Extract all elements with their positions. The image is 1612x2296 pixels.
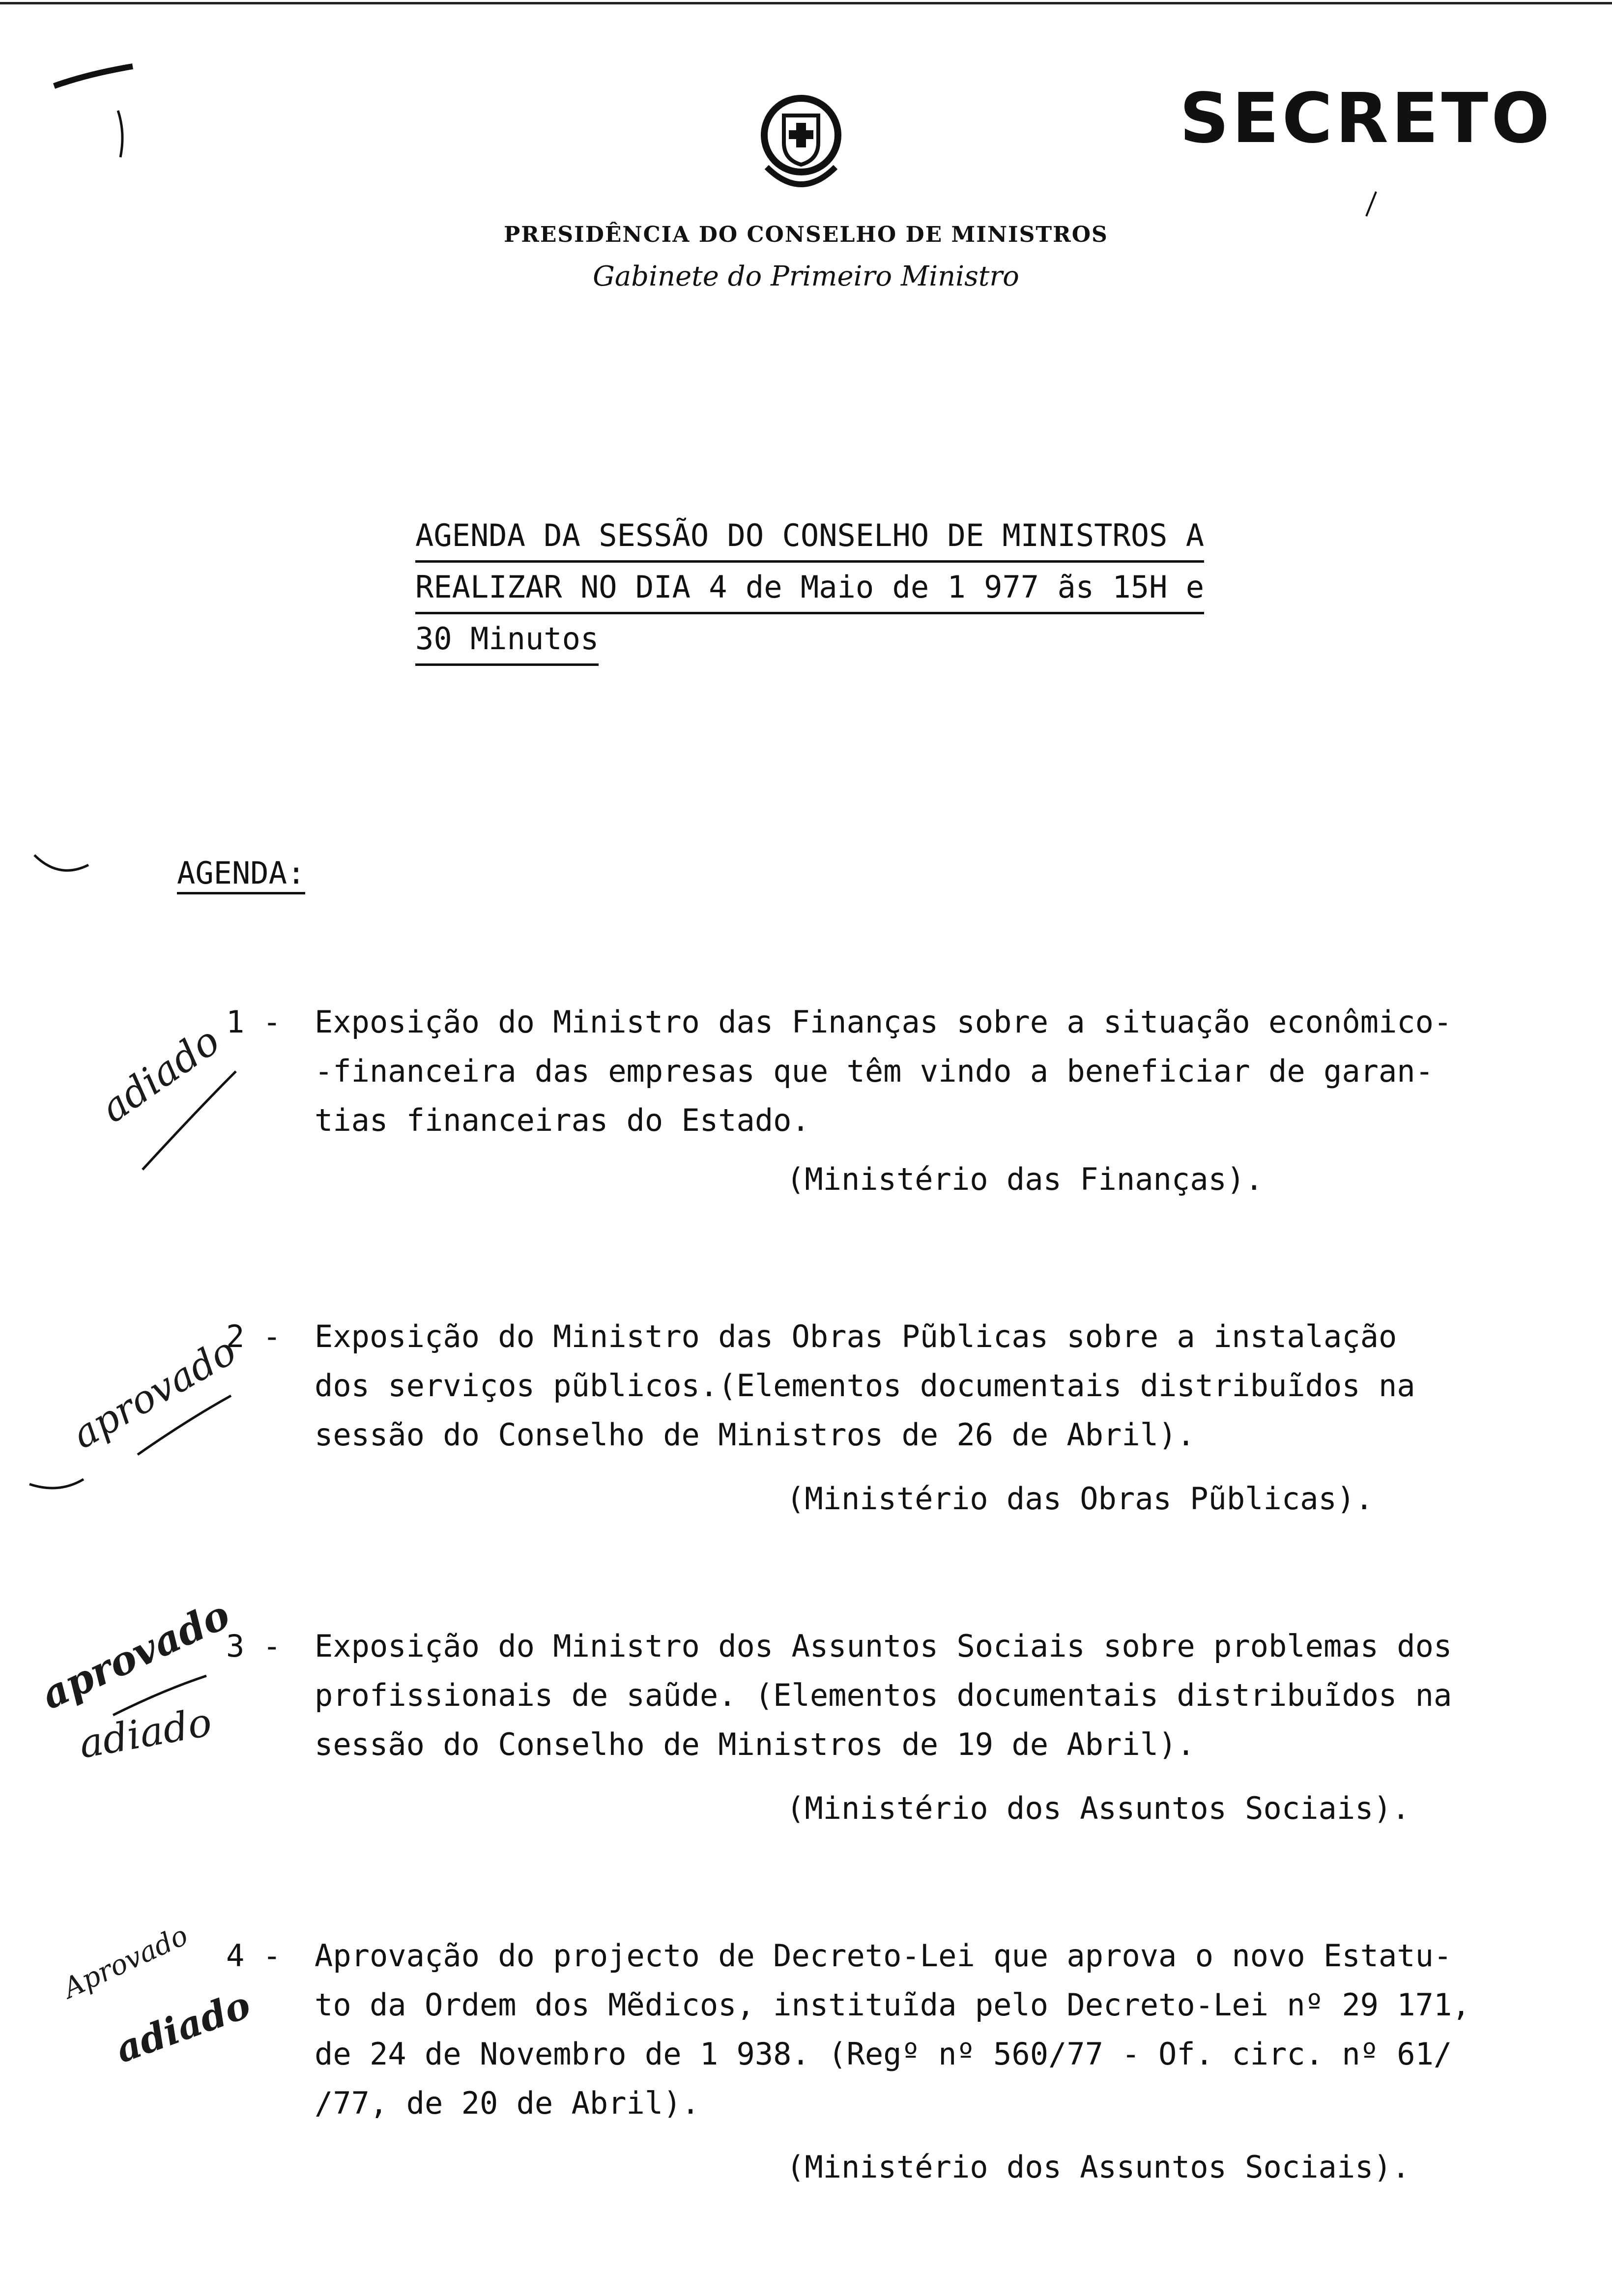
item-text: Aprovação do projecto de Decreto-Lei que aprova o novo Estatu- to da Ordem dos Mẽdicos, instituĩda pelo Decreto-Lei nº 29 171, de 24 de Novembro de 1 938. (Regº nº 560/77 - Of. circ. nº 61/ /77, de 20 de Abril). [315,1938,1470,2121]
item-number: 4 - [226,1938,281,1974]
item-number: 3 - [226,1628,281,1664]
item-ministry: (Ministério dos Assuntos Sociais). [786,1790,1410,1826]
heading-line-1: AGENDA DA SESSÃO DO CONSELHO DE MINISTROS A [415,511,1204,563]
annotation-item-4-second: adiado [110,1982,256,2071]
agenda-heading [415,511,1280,666]
annotation-item-2: aprovado [65,1328,244,1458]
item-text: Exposição do Ministro dos Assuntos Sociais sobre problemas dos profissionais de saũde. (Elementos documentais distribuĩdos na sessão do Conselho de Ministros de 19 de Abril). [315,1628,1452,1762]
annotation-item-3: aprovado [34,1591,237,1719]
item-number: 1 - [226,1004,281,1040]
item-ministry: (Ministério dos Assuntos Sociais). [786,2149,1410,2185]
heading-line-3: 30 Minutos [415,614,599,666]
cabinet-subheader: Gabinete do Primeiro Ministro [593,260,1019,292]
item-ministry: (Ministério das Finanças). [786,1161,1264,1197]
annotation-item-1: adiado [92,1017,228,1132]
coat-of-arms-emblem [747,88,855,206]
item-text: Exposição do Ministro das Obras Pũblicas sobre a instalação dos serviços pũblicos.(Elementos documentais distribuĩdos na sessão do Conselho de Ministros de 26 de Abril). [315,1319,1415,1453]
agenda-label: AGENDA: [177,855,305,894]
annotation-item-3-second: adiado [75,1699,215,1767]
heading-line-2: REALIZAR NO DIA 4 de Maio de 1 977 ãs 15H e [415,563,1204,614]
item-text: Exposição do Ministro das Finanças sobre a situação econômico- -financeira das empresas que têm vindo a beneficiar de garan- tias financeiras do Estado. [315,1004,1452,1138]
office-header: PRESIDÊNCIA DO CONSELHO DE MINISTROS [504,222,1108,247]
annotation-item-4: Aprovado [58,1919,193,2005]
classification-stamp: SECRETO [1180,79,1553,159]
item-number: 2 - [226,1319,281,1354]
item-ministry: (Ministério das Obras Pũblicas). [786,1481,1374,1517]
